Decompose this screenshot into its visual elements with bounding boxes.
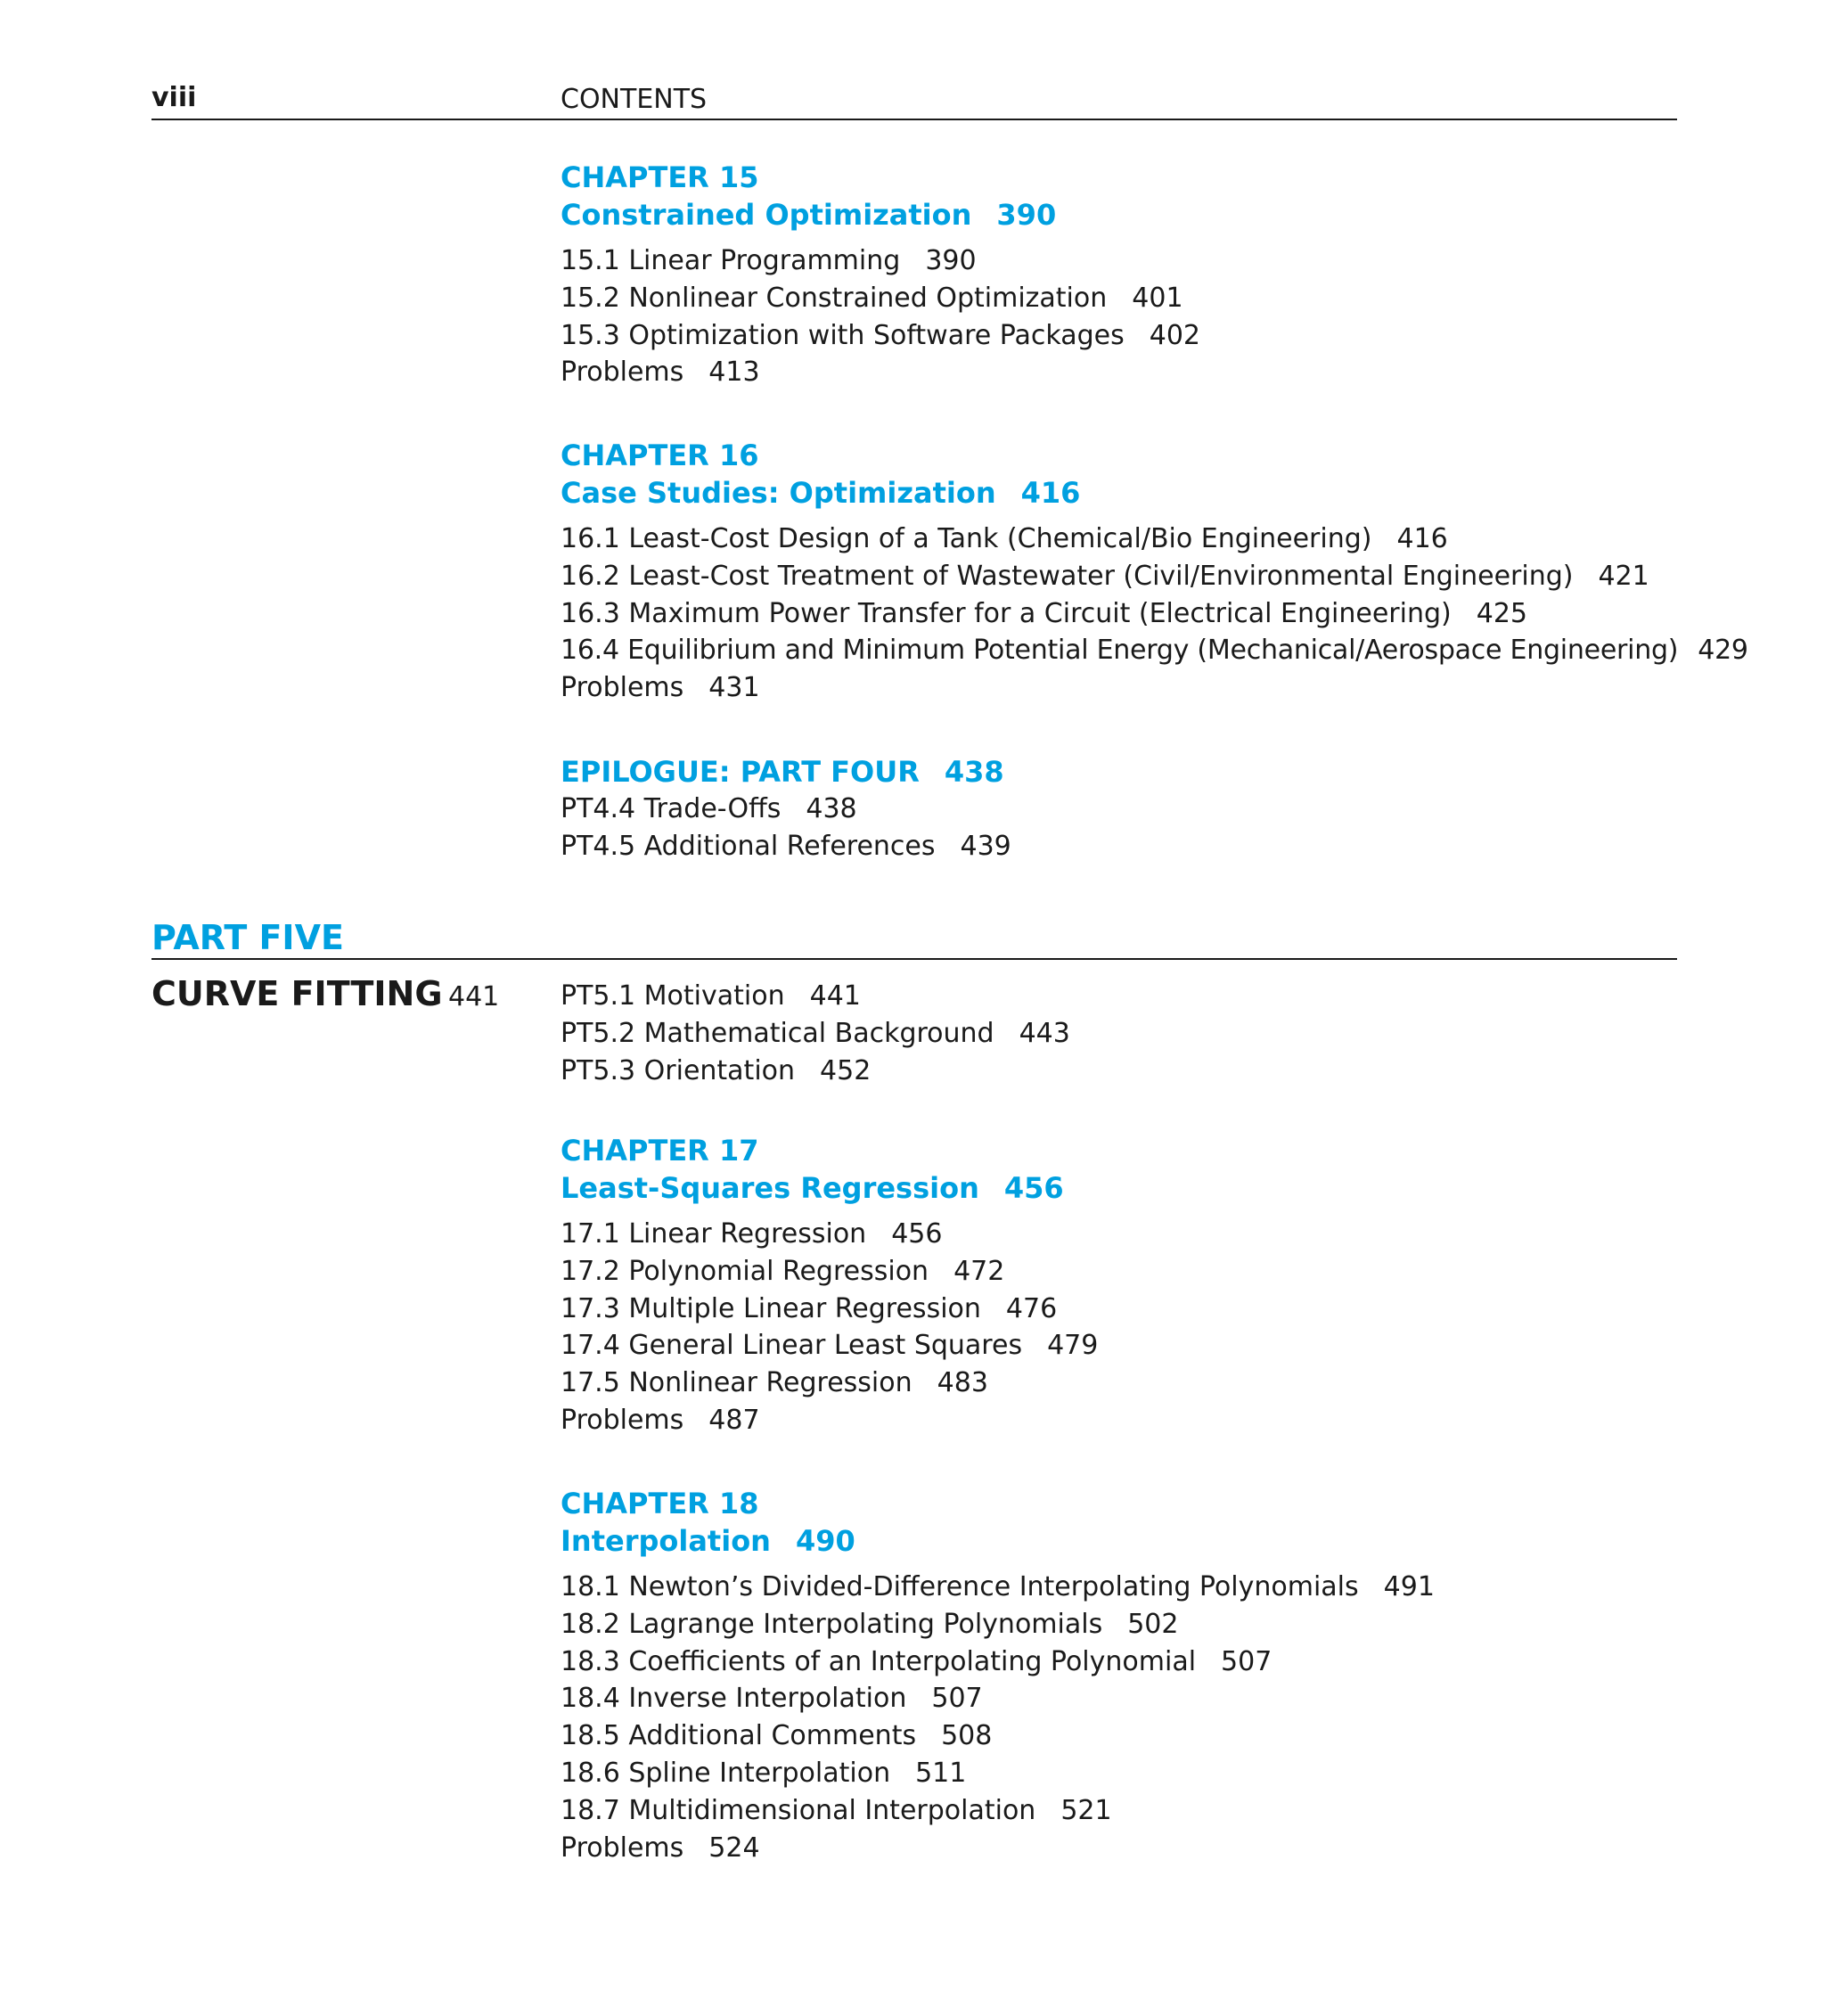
chapter-title: Least-Squares Regression [561, 1171, 979, 1205]
entry-title: 15.3 Optimization with Software Packages [561, 319, 1125, 351]
part-five-entries [561, 978, 1677, 1089]
entry-page: 521 [1060, 1794, 1112, 1826]
chapter-page: 390 [996, 198, 1057, 232]
entry-page: 487 [708, 1404, 760, 1436]
epilogue-title: EPILOGUE: PART FOUR [561, 755, 920, 789]
toc-entry[interactable] [561, 1291, 1677, 1328]
toc-entry[interactable] [561, 1717, 1677, 1755]
entry-page: 421 [1598, 560, 1649, 592]
entry-title: 18.5 Additional Comments [561, 1720, 917, 1752]
epilogue-page: 438 [944, 755, 1004, 789]
entry-page: 472 [953, 1255, 1005, 1287]
toc-entry[interactable] [561, 1569, 1677, 1606]
toc-entry[interactable] [561, 1327, 1677, 1364]
toc-entry[interactable] [561, 354, 1677, 391]
entry-page: 390 [925, 245, 977, 276]
entry-page: 483 [937, 1367, 988, 1399]
toc-entry[interactable] [561, 828, 1677, 865]
entry-title: Problems [561, 1832, 684, 1864]
entry-page: 401 [1132, 282, 1183, 314]
chapter-15-section [561, 159, 1677, 391]
epilogue-section [561, 753, 1677, 865]
entry-title: PT5.1 Motivation [561, 980, 785, 1012]
chapter-page: 416 [1020, 476, 1081, 510]
entry-page: 502 [1127, 1608, 1179, 1640]
epilogue-title-line[interactable] [561, 753, 1677, 791]
entry-title: 17.3 Multiple Linear Regression [561, 1292, 981, 1324]
entry-page: 416 [1396, 523, 1448, 554]
chapter-title-line[interactable] [561, 196, 1677, 234]
toc-entry[interactable] [561, 242, 1677, 280]
toc-entry[interactable] [561, 1015, 1677, 1053]
toc-entry[interactable] [561, 1792, 1677, 1830]
entry-page: 443 [1019, 1017, 1070, 1049]
toc-entry[interactable] [561, 791, 1677, 828]
page-number: viii [151, 82, 197, 113]
chapter-title: Interpolation [561, 1524, 771, 1558]
entry-title: 16.4 Equilibrium and Minimum Potential Energy (Mechanical/Aerospace Engineering) [561, 635, 1679, 667]
page-header [151, 82, 1677, 121]
part-rule [151, 958, 1677, 960]
entry-title: 18.3 Coefficients of an Interpolating Polynomial [561, 1645, 1197, 1677]
part-label: PART FIVE [151, 918, 344, 957]
entry-page: 425 [1476, 597, 1527, 629]
entry-title: 18.4 Inverse Interpolation [561, 1683, 907, 1715]
entry-title: 18.2 Lagrange Interpolating Polynomials [561, 1608, 1103, 1640]
toc-entry[interactable] [561, 1053, 1677, 1090]
toc-entry[interactable] [561, 1606, 1677, 1643]
entry-page: 438 [806, 793, 857, 824]
chapter-16-section [561, 437, 1748, 707]
entry-title: PT5.2 Mathematical Background [561, 1017, 994, 1049]
entry-title: 18.7 Multidimensional Interpolation [561, 1794, 1036, 1826]
toc-entry[interactable] [561, 1253, 1677, 1291]
toc-entry[interactable] [561, 1216, 1677, 1253]
part-page: 441 [448, 981, 500, 1012]
entry-page: 511 [915, 1757, 967, 1789]
entry-page: 402 [1149, 319, 1200, 351]
entry-page: 491 [1383, 1571, 1435, 1602]
entry-page: 476 [1005, 1292, 1058, 1324]
entry-title: PT4.5 Additional References [561, 830, 936, 862]
toc-entry[interactable] [561, 632, 1748, 669]
entry-title: 16.3 Maximum Power Transfer for a Circuit (Electrical Engineering) [561, 597, 1452, 629]
toc-entry[interactable] [561, 669, 1677, 707]
toc-entry[interactable] [561, 1755, 1677, 1792]
entry-page: 441 [809, 980, 861, 1012]
chapter-title-line[interactable] [561, 1522, 1677, 1560]
chapter-title: Case Studies: Optimization [561, 476, 996, 510]
entry-title: Problems [561, 1404, 684, 1436]
entry-title: Problems [561, 672, 684, 704]
toc-entry[interactable] [561, 520, 1677, 558]
chapter-18-section [561, 1485, 1677, 1866]
toc-entry[interactable] [561, 1830, 1677, 1867]
chapter-title: Constrained Optimization [561, 198, 972, 232]
entry-title: 15.1 Linear Programming [561, 245, 901, 276]
entry-title: 18.1 Newton’s Divided-Difference Interpolating Polynomials [561, 1571, 1359, 1602]
entry-page: 439 [960, 830, 1011, 862]
chapter-page: 456 [1003, 1171, 1064, 1205]
entry-title: 16.2 Least-Cost Treatment of Wastewater (Civil/Environmental Engineering) [561, 560, 1574, 592]
chapter-label: CHAPTER 15 [561, 160, 759, 194]
entry-page: 429 [1698, 635, 1748, 667]
entry-title: PT5.3 Orientation [561, 1054, 796, 1086]
entry-title: 18.6 Spline Interpolation [561, 1757, 891, 1789]
chapter-label: CHAPTER 17 [561, 1134, 759, 1168]
chapter-page: 490 [795, 1524, 855, 1558]
entry-title: PT4.4 Trade-Offs [561, 793, 782, 824]
entry-page: 508 [941, 1720, 993, 1752]
toc-entry[interactable] [561, 978, 1677, 1015]
entry-page: 413 [708, 356, 760, 389]
toc-entry[interactable] [561, 1364, 1677, 1402]
toc-entry[interactable] [561, 1680, 1677, 1717]
chapter-title-line[interactable] [561, 1169, 1677, 1207]
entry-title: 17.2 Polynomial Regression [561, 1255, 929, 1287]
entry-title: 16.1 Least-Cost Design of a Tank (Chemical/Bio Engineering) [561, 523, 1372, 554]
entry-page: 431 [708, 672, 760, 704]
entry-title: 17.4 General Linear Least Squares [561, 1330, 1023, 1362]
header-rule [151, 119, 1677, 120]
entry-page: 456 [891, 1218, 943, 1250]
chapter-17-section [561, 1132, 1677, 1439]
toc-entry[interactable] [561, 1643, 1677, 1681]
entry-title: Problems [561, 356, 684, 389]
toc-entry[interactable] [561, 280, 1677, 317]
entry-page: 452 [820, 1054, 872, 1086]
toc-entry[interactable] [561, 1402, 1677, 1439]
entry-title: 17.1 Linear Regression [561, 1218, 867, 1250]
toc-entry[interactable] [561, 558, 1677, 595]
entry-title: 17.5 Nonlinear Regression [561, 1367, 912, 1399]
entry-page: 479 [1047, 1330, 1099, 1362]
toc-entry[interactable] [561, 595, 1677, 633]
entry-page: 507 [1221, 1645, 1273, 1677]
chapter-label: CHAPTER 18 [561, 1487, 759, 1520]
chapter-label: CHAPTER 16 [561, 438, 759, 472]
chapter-title-line[interactable] [561, 474, 1677, 512]
toc-entry[interactable] [561, 317, 1677, 355]
entry-page: 524 [708, 1832, 760, 1864]
running-title: CONTENTS [561, 84, 708, 115]
part-title[interactable]: CURVE FITTING [151, 974, 443, 1013]
entry-page: 507 [931, 1683, 983, 1715]
entry-title: 15.2 Nonlinear Constrained Optimization [561, 282, 1108, 314]
